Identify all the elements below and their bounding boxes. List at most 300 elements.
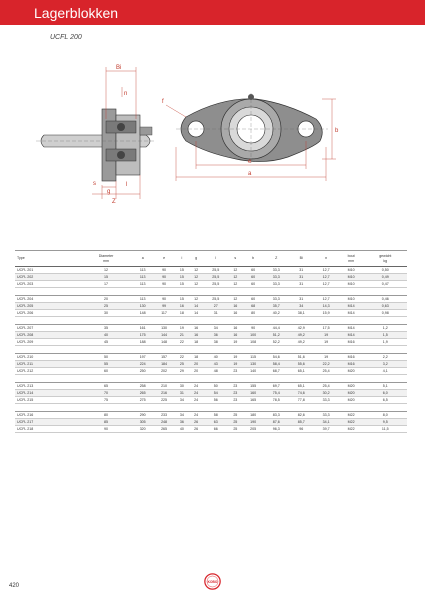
cell-type: UCFL 205 xyxy=(15,303,80,310)
cell-z: 44,4 xyxy=(264,325,289,332)
cell-gewicht: 3,2 xyxy=(364,361,407,368)
cell-i: 40 xyxy=(175,426,189,433)
cell-bi: 31 xyxy=(289,267,314,274)
cell-s: 19 xyxy=(228,339,242,346)
cell-type: UCFL 208 xyxy=(15,332,80,339)
cell-l: 27 xyxy=(203,303,228,310)
cell-gewicht: 0,98 xyxy=(364,310,407,317)
cell-g: 24 xyxy=(189,383,203,390)
cell-z: 35,7 xyxy=(264,303,289,310)
cell-type: UCFL 218 xyxy=(15,426,80,433)
cell-e: 117 xyxy=(153,310,174,317)
cell-gewicht: 4,1 xyxy=(364,368,407,375)
cell-n: 39,7 xyxy=(314,426,339,433)
cell-bout: M14 xyxy=(339,310,364,317)
cell-b: 190 xyxy=(242,419,263,426)
cell-s: 16 xyxy=(228,303,242,310)
cell-a: 113 xyxy=(132,267,153,274)
cell-type: UCFL 209 xyxy=(15,339,80,346)
col-type: Type xyxy=(15,251,80,267)
table-row xyxy=(15,361,407,368)
cell-s: 12 xyxy=(228,281,242,288)
label-z: Z xyxy=(112,199,116,205)
label-f: f xyxy=(162,99,164,105)
cell-bi: 51,6 xyxy=(289,354,314,361)
cell-e: 90 xyxy=(153,296,174,303)
cell-diameter: 65 xyxy=(80,383,132,390)
cell-diameter: 17 xyxy=(80,281,132,288)
group-separator xyxy=(15,404,407,412)
cell-gewicht: 2,2 xyxy=(364,354,407,361)
cell-z: 87,6 xyxy=(264,419,289,426)
cell-diameter: 75 xyxy=(80,397,132,404)
cell-bi: 74,6 xyxy=(289,390,314,397)
cell-bout: M22 xyxy=(339,426,364,433)
cell-diameter: 50 xyxy=(80,354,132,361)
cell-a: 113 xyxy=(132,281,153,288)
cell-b: 180 xyxy=(242,412,263,419)
cell-g: 18 xyxy=(189,339,203,346)
cell-a: 275 xyxy=(132,397,153,404)
cell-g: 12 xyxy=(189,281,203,288)
cell-s: 19 xyxy=(228,354,242,361)
col-bout-label: bout mm xyxy=(347,254,355,263)
col-a: a xyxy=(132,251,153,267)
cell-gewicht: 1,9 xyxy=(364,339,407,346)
cell-i: 19 xyxy=(175,325,189,332)
cell-i: 22 xyxy=(175,354,189,361)
cell-gewicht: 5,1 xyxy=(364,383,407,390)
cell-diameter: 70 xyxy=(80,390,132,397)
cell-bi: 42,9 xyxy=(289,325,314,332)
cell-bout: M22 xyxy=(339,419,364,426)
cell-type: UCFL 201 xyxy=(15,267,80,274)
label-g: g xyxy=(107,189,111,195)
cell-z: 75,4 xyxy=(264,390,289,397)
cell-i: 22 xyxy=(175,339,189,346)
cell-s: 23 xyxy=(228,397,242,404)
cell-type: UCFL 216 xyxy=(15,412,80,419)
cell-g: 14 xyxy=(189,303,203,310)
cell-gewicht: 0,50 xyxy=(364,267,407,274)
page-number: 420 xyxy=(9,583,20,589)
cell-z: 33,3 xyxy=(264,296,289,303)
cell-g: 12 xyxy=(189,296,203,303)
cell-s: 23 xyxy=(228,368,242,375)
cell-i: 36 xyxy=(175,419,189,426)
cell-g: 26 xyxy=(189,419,203,426)
cell-a: 320 xyxy=(132,426,153,433)
cell-a: 290 xyxy=(132,412,153,419)
cell-type: UCFL 206 xyxy=(15,310,80,317)
cell-bout: M20 xyxy=(339,383,364,390)
col-e: e xyxy=(153,251,174,267)
cell-g: 14 xyxy=(189,310,203,317)
cell-bi: 31 xyxy=(289,274,314,281)
cell-gewicht: 0,63 xyxy=(364,303,407,310)
front-view xyxy=(162,93,339,181)
cell-z: 52,2 xyxy=(264,339,289,346)
cell-i: 15 xyxy=(175,267,189,274)
header-bar xyxy=(0,0,425,25)
cell-bi: 65,1 xyxy=(289,383,314,390)
cell-g: 16 xyxy=(189,332,203,339)
label-e: e xyxy=(248,159,252,165)
cell-b: 130 xyxy=(242,361,263,368)
cell-type: UCFL 211 xyxy=(15,361,80,368)
cell-e: 248 xyxy=(153,419,174,426)
cell-e: 184 xyxy=(153,361,174,368)
table-row xyxy=(15,310,407,317)
cell-diameter: 40 xyxy=(80,332,132,339)
cell-a: 130 xyxy=(132,303,153,310)
cell-gewicht: 11,5 xyxy=(364,426,407,433)
cell-b: 115 xyxy=(242,354,263,361)
cell-type: UCFL 207 xyxy=(15,325,80,332)
cell-bi: 31 xyxy=(289,296,314,303)
kobo-logo xyxy=(204,573,221,590)
cell-type: UCFL 215 xyxy=(15,397,80,404)
cell-i: 18 xyxy=(175,310,189,317)
cell-l: 25,5 xyxy=(203,281,228,288)
cell-n: 33,3 xyxy=(314,412,339,419)
table-row xyxy=(15,274,407,281)
cell-i: 25 xyxy=(175,361,189,368)
cell-e: 157 xyxy=(153,354,174,361)
cell-a: 113 xyxy=(132,274,153,281)
cell-n: 17,5 xyxy=(314,325,339,332)
cell-l: 25,5 xyxy=(203,274,228,281)
col-z: Z xyxy=(264,251,289,267)
cell-z: 33,3 xyxy=(264,267,289,274)
cell-i: 21 xyxy=(175,332,189,339)
cell-g: 24 xyxy=(189,390,203,397)
cell-diameter: 55 xyxy=(80,361,132,368)
cell-g: 26 xyxy=(189,426,203,433)
group-separator-cell xyxy=(15,375,407,383)
cell-bout: M14 xyxy=(339,303,364,310)
cell-diameter: 30 xyxy=(80,310,132,317)
cell-diameter: 12 xyxy=(80,267,132,274)
side-section-view xyxy=(36,65,156,205)
cell-diameter: 60 xyxy=(80,368,132,375)
cell-a: 224 xyxy=(132,361,153,368)
col-b: b xyxy=(242,251,263,267)
cell-bout: M16 xyxy=(339,339,364,346)
cell-z: 69,7 xyxy=(264,383,289,390)
page-subtitle: UCFL 200 xyxy=(50,34,82,41)
cell-e: 99 xyxy=(153,303,174,310)
cell-b: 90 xyxy=(242,325,263,332)
technical-drawing xyxy=(36,57,354,205)
cell-g: 20 xyxy=(189,368,203,375)
cell-bout: M22 xyxy=(339,412,364,419)
cell-n: 15,9 xyxy=(314,310,339,317)
cell-diameter: 85 xyxy=(80,419,132,426)
cell-s: 16 xyxy=(228,310,242,317)
cell-bout: M10 xyxy=(339,267,364,274)
cell-gewicht: 0,47 xyxy=(364,281,407,288)
cell-l: 40 xyxy=(203,354,228,361)
cell-g: 12 xyxy=(189,267,203,274)
label-b: b xyxy=(335,128,339,134)
cell-gewicht: 8,0 xyxy=(364,412,407,419)
cell-b: 108 xyxy=(242,339,263,346)
cell-n: 14,3 xyxy=(314,303,339,310)
table-row xyxy=(15,303,407,310)
cell-z: 40,2 xyxy=(264,310,289,317)
table-row xyxy=(15,419,407,426)
cell-b: 60 xyxy=(242,274,263,281)
cell-a: 305 xyxy=(132,419,153,426)
cell-bi: 34 xyxy=(289,303,314,310)
cell-i: 15 xyxy=(175,296,189,303)
cell-type: UCFL 212 xyxy=(15,368,80,375)
cell-g: 20 xyxy=(189,361,203,368)
svg-text:KOBO: KOBO xyxy=(207,579,218,584)
cell-bout: M10 xyxy=(339,296,364,303)
cell-gewicht: 1,2 xyxy=(364,325,407,332)
cell-a: 265 xyxy=(132,390,153,397)
cell-bout: M10 xyxy=(339,281,364,288)
cell-l: 63 xyxy=(203,419,228,426)
col-diameter xyxy=(80,251,132,267)
cell-z: 58,4 xyxy=(264,361,289,368)
cell-l: 66 xyxy=(203,426,228,433)
cell-gewicht: 6,0 xyxy=(364,390,407,397)
cell-b: 205 xyxy=(242,426,263,433)
table-row xyxy=(15,281,407,288)
cell-e: 233 xyxy=(153,412,174,419)
cell-g: 18 xyxy=(189,354,203,361)
cell-g: 24 xyxy=(189,397,203,404)
cell-n: 12,7 xyxy=(314,267,339,274)
cell-gewicht: 6,5 xyxy=(364,397,407,404)
cell-i: 15 xyxy=(175,281,189,288)
cell-bi: 49,2 xyxy=(289,332,314,339)
table-header-row xyxy=(15,251,407,267)
label-a: a xyxy=(248,171,252,177)
cell-bi: 49,2 xyxy=(289,339,314,346)
cell-i: 34 xyxy=(175,412,189,419)
cell-n: 22,2 xyxy=(314,361,339,368)
table-row xyxy=(15,325,407,332)
specifications-table xyxy=(15,250,407,433)
cell-n: 12,7 xyxy=(314,274,339,281)
cell-n: 25,4 xyxy=(314,368,339,375)
cell-n: 34,1 xyxy=(314,419,339,426)
cell-z: 54,6 xyxy=(264,354,289,361)
cell-i: 34 xyxy=(175,397,189,404)
cell-e: 144 xyxy=(153,332,174,339)
cell-bi: 65,1 xyxy=(289,368,314,375)
cell-g: 12 xyxy=(189,274,203,281)
cell-a: 250 xyxy=(132,368,153,375)
cell-diameter: 80 xyxy=(80,412,132,419)
col-diameter-label: Diameter mm xyxy=(98,254,114,263)
group-separator xyxy=(15,288,407,296)
cell-s: 25 xyxy=(228,426,242,433)
cell-g: 24 xyxy=(189,412,203,419)
cell-z: 68,7 xyxy=(264,368,289,375)
cell-type: UCFL 210 xyxy=(15,354,80,361)
cell-l: 34 xyxy=(203,325,228,332)
cell-z: 78,5 xyxy=(264,397,289,404)
cell-diameter: 35 xyxy=(80,325,132,332)
table-row xyxy=(15,426,407,433)
cell-s: 16 xyxy=(228,332,242,339)
cell-e: 148 xyxy=(153,339,174,346)
cell-z: 83,3 xyxy=(264,412,289,419)
cell-s: 19 xyxy=(228,361,242,368)
cell-e: 216 xyxy=(153,390,174,397)
cell-n: 19 xyxy=(314,332,339,339)
cell-bout: M20 xyxy=(339,390,364,397)
cell-a: 197 xyxy=(132,354,153,361)
cell-e: 90 xyxy=(153,274,174,281)
label-n: n xyxy=(124,91,128,97)
group-separator xyxy=(15,375,407,383)
cell-l: 50 xyxy=(203,383,228,390)
cell-b: 68 xyxy=(242,303,263,310)
col-s: s xyxy=(228,251,242,267)
cell-a: 148 xyxy=(132,310,153,317)
cell-b: 80 xyxy=(242,310,263,317)
label-bi: Bi xyxy=(116,65,122,71)
table-row xyxy=(15,296,407,303)
col-bout xyxy=(339,251,364,267)
table-row xyxy=(15,267,407,274)
col-g: g xyxy=(189,251,203,267)
col-i: i xyxy=(175,251,189,267)
cell-l: 25,5 xyxy=(203,296,228,303)
cell-l: 54 xyxy=(203,390,228,397)
cell-diameter: 45 xyxy=(80,339,132,346)
cell-bi: 77,8 xyxy=(289,397,314,404)
cell-i: 29 xyxy=(175,368,189,375)
cell-b: 60 xyxy=(242,281,263,288)
cell-l: 48 xyxy=(203,368,228,375)
page-title: Lagerblokken xyxy=(34,5,119,21)
cell-l: 25,5 xyxy=(203,267,228,274)
cell-gewicht: 1,5 xyxy=(364,332,407,339)
cell-b: 140 xyxy=(242,368,263,375)
cell-z: 51,2 xyxy=(264,332,289,339)
cell-type: UCFL 204 xyxy=(15,296,80,303)
cell-e: 202 xyxy=(153,368,174,375)
cell-s: 23 xyxy=(228,383,242,390)
cell-s: 23 xyxy=(228,390,242,397)
cell-bout: M20 xyxy=(339,397,364,404)
cell-n: 33,3 xyxy=(314,397,339,404)
cell-a: 175 xyxy=(132,332,153,339)
cell-type: UCFL 214 xyxy=(15,390,80,397)
cell-l: 38 xyxy=(203,339,228,346)
col-gewicht xyxy=(364,251,407,267)
cell-diameter: 15 xyxy=(80,274,132,281)
cell-type: UCFL 202 xyxy=(15,274,80,281)
cell-bi: 31 xyxy=(289,281,314,288)
cell-bout: M16 xyxy=(339,361,364,368)
cell-l: 36 xyxy=(203,332,228,339)
cell-n: 30,2 xyxy=(314,390,339,397)
cell-bout: M10 xyxy=(339,274,364,281)
cell-bi: 55,6 xyxy=(289,361,314,368)
cell-bout: M16 xyxy=(339,354,364,361)
col-l: l xyxy=(203,251,228,267)
table-row xyxy=(15,368,407,375)
cell-gewicht: 0,46 xyxy=(364,296,407,303)
cell-e: 90 xyxy=(153,281,174,288)
table-row xyxy=(15,332,407,339)
cell-l: 43 xyxy=(203,361,228,368)
cell-type: UCFL 217 xyxy=(15,419,80,426)
cell-l: 58 xyxy=(203,412,228,419)
table-body xyxy=(15,267,407,433)
cell-l: 31 xyxy=(203,310,228,317)
cell-bout: M14 xyxy=(339,332,364,339)
label-l: l xyxy=(126,182,128,188)
cell-type: UCFL 203 xyxy=(15,281,80,288)
cell-n: 19 xyxy=(314,354,339,361)
cell-i: 16 xyxy=(175,303,189,310)
cell-s: 25 xyxy=(228,419,242,426)
cell-s: 25 xyxy=(228,412,242,419)
cell-bi: 85,7 xyxy=(289,419,314,426)
cell-i: 31 xyxy=(175,390,189,397)
cell-l: 56 xyxy=(203,397,228,404)
cell-e: 130 xyxy=(153,325,174,332)
cell-s: 12 xyxy=(228,296,242,303)
table-row xyxy=(15,412,407,419)
cell-b: 165 xyxy=(242,397,263,404)
col-gewicht-label: gewicht kg xyxy=(379,254,392,263)
cell-bi: 38,1 xyxy=(289,310,314,317)
col-n: n xyxy=(314,251,339,267)
table-row xyxy=(15,390,407,397)
cell-bout: M20 xyxy=(339,368,364,375)
cell-e: 225 xyxy=(153,397,174,404)
cell-diameter: 90 xyxy=(80,426,132,433)
cell-diameter: 25 xyxy=(80,303,132,310)
table-row xyxy=(15,397,407,404)
group-separator-cell xyxy=(15,317,407,325)
group-separator xyxy=(15,317,407,325)
group-separator-cell xyxy=(15,346,407,354)
cell-a: 188 xyxy=(132,339,153,346)
cell-bi: 82,6 xyxy=(289,412,314,419)
cell-i: 30 xyxy=(175,383,189,390)
cell-z: 96,3 xyxy=(264,426,289,433)
cell-z: 33,3 xyxy=(264,281,289,288)
cell-b: 160 xyxy=(242,390,263,397)
cell-b: 60 xyxy=(242,267,263,274)
cell-g: 16 xyxy=(189,325,203,332)
cell-n: 12,7 xyxy=(314,296,339,303)
cell-b: 60 xyxy=(242,296,263,303)
cell-s: 12 xyxy=(228,267,242,274)
table-row xyxy=(15,354,407,361)
cell-diameter: 20 xyxy=(80,296,132,303)
label-s: s xyxy=(93,181,96,187)
table-row xyxy=(15,339,407,346)
cell-e: 90 xyxy=(153,267,174,274)
cell-e: 210 xyxy=(153,383,174,390)
cell-n: 12,7 xyxy=(314,281,339,288)
group-separator xyxy=(15,346,407,354)
cell-n: 19 xyxy=(314,339,339,346)
cell-bi: 96 xyxy=(289,426,314,433)
